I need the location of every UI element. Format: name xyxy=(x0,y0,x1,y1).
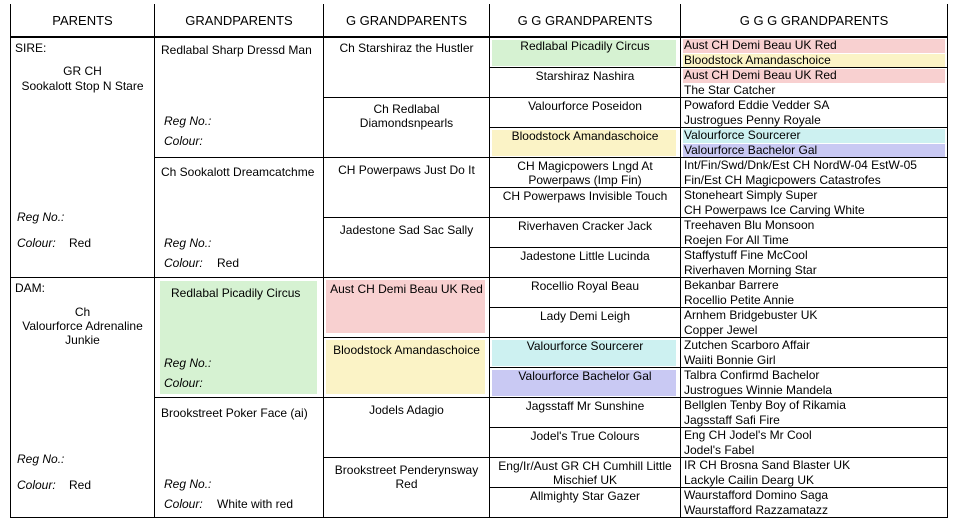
ggg-grandparent-name: Aust CH Demi Beau UK Red xyxy=(684,38,837,52)
ggg-grandparent-name: Riverhaven Morning Star xyxy=(684,263,817,277)
grandparent-cell xyxy=(154,157,323,277)
g-grandparent-name: Aust CH Demi Beau UK Red xyxy=(330,282,483,296)
ggg-grandparent-name: Arnhem Bridgebuster UK xyxy=(684,308,818,322)
g-grandparent-cell xyxy=(323,37,489,97)
ggg-grandparent-cell xyxy=(680,397,948,427)
gg-grandparent-name: Eng/Ir/Aust GR CH Cumhill Little Mischief UK xyxy=(498,459,672,487)
g-grandparent-cell xyxy=(323,397,489,457)
gg-grandparent-name: CH Magicpowers Lngd At Powerpaws (Imp Fin) xyxy=(517,159,653,187)
ggg-grandparent-name: Int/Fin/Swd/Dnk/Est CH NordW-04 EstW-05 xyxy=(684,158,917,172)
gg-grandparent-cell xyxy=(489,97,680,127)
ggg-grandparent-name: Roejen For All Time xyxy=(684,233,789,247)
ggg-grandparent-cell xyxy=(680,157,948,187)
ggg-grandparent-name: Waurstafford Razzamatazz xyxy=(684,503,829,517)
grandparent-colour-value: Red xyxy=(217,256,240,270)
ggg-grandparent-name: Jodel's Fabel xyxy=(684,443,755,457)
gg-grandparent-cell xyxy=(489,427,680,457)
gg-grandparent-name: Allmighty Star Gazer xyxy=(529,489,641,503)
gg-grandparent-cell xyxy=(489,247,680,277)
g-grandparent-cell xyxy=(323,337,489,397)
ggg-grandparent-name: Staffystuff Fine McCool xyxy=(684,248,808,262)
sire-prefix: SIRE: xyxy=(15,41,47,55)
g-grandparent-name: Brookstreet Penderynsway Red xyxy=(334,463,479,491)
gg-grandparent-name: Valourforce Bachelor Gal xyxy=(518,369,652,383)
gg-grandparent-name: Starshiraz Nashira xyxy=(535,69,635,83)
grandparent-reg-label: Reg No.: xyxy=(164,236,212,250)
ggg-grandparent-name: Valourforce Bachelor Gal xyxy=(684,143,818,157)
dam-colour-label: Colour: xyxy=(17,478,56,492)
grandparent-colour-label: Colour: xyxy=(164,134,203,148)
gg-grandparent-cell xyxy=(489,187,680,217)
grandparent-name: Redlabal Picadily Circus xyxy=(171,286,301,300)
ggg-grandparent-cell xyxy=(680,217,948,247)
ggg-grandparent-name: IR CH Brosna Sand Blaster UK xyxy=(684,458,851,472)
gg-grandparent-name: Riverhaven Cracker Jack xyxy=(517,219,653,233)
gg-grandparent-cell xyxy=(489,367,680,397)
ggg-grandparent-cell xyxy=(680,37,948,67)
ggg-grandparent-name: Eng CH Jodel's Mr Cool xyxy=(684,428,812,442)
ggg-grandparent-cell xyxy=(680,97,948,127)
sire-title: GR CH xyxy=(63,64,102,78)
ggg-grandparent-name: Justrogues Penny Royale xyxy=(684,113,821,127)
grandparent-reg-label: Reg No.: xyxy=(164,114,212,128)
g-grandparent-name: Ch Redlabal Diamondsnpearls xyxy=(359,102,454,130)
ggg-grandparent-name: The Star Catcher xyxy=(684,83,776,97)
ggg-grandparent-cell xyxy=(680,307,948,337)
g-grandparent-name: Jadestone Sad Sac Sally xyxy=(339,223,474,237)
grandparent-cell xyxy=(154,397,323,518)
g-grandparent-cell xyxy=(323,277,489,337)
ggg-grandparent-cell xyxy=(680,127,948,157)
dam-cell xyxy=(10,277,154,518)
ggg-grandparent-cell xyxy=(680,337,948,367)
grandparent-cell xyxy=(154,37,323,157)
grandparent-reg-label: Reg No.: xyxy=(164,477,212,491)
sire-cell xyxy=(10,37,154,277)
header-g-grandparents: G GRANDPARENTS xyxy=(323,4,489,37)
gg-grandparent-name: Redlabal Picadily Circus xyxy=(520,39,650,53)
gg-grandparent-name: Bloodstock Amandaschoice xyxy=(511,129,659,143)
ggg-grandparent-name: Waurstafford Domino Saga xyxy=(684,488,829,502)
header-ggg-grandparents: G G G GRANDPARENTS xyxy=(680,4,948,37)
ggg-grandparent-cell xyxy=(680,427,948,457)
grandparent-name: Ch Sookalott Dreamcatchme xyxy=(161,165,315,179)
g-grandparent-name: Bloodstock Amandaschoice xyxy=(333,343,480,357)
gg-grandparent-name: Lady Demi Leigh xyxy=(539,309,631,323)
ggg-grandparent-name: Bekanbar Barrere xyxy=(684,278,779,292)
grandparent-colour-label: Colour: xyxy=(164,376,203,390)
ggg-grandparent-name: Fin/Est CH Magicpowers Catastrofes xyxy=(684,173,881,187)
gg-grandparent-cell xyxy=(489,37,680,67)
sire-reg-label: Reg No.: xyxy=(17,210,65,224)
dam-colour-value: Red xyxy=(69,478,92,492)
g-grandparent-cell xyxy=(323,457,489,518)
ggg-grandparent-name: Rocellio Petite Annie xyxy=(684,293,795,307)
gg-grandparent-cell xyxy=(489,337,680,367)
gg-grandparent-cell xyxy=(489,307,680,337)
pedigree-table xyxy=(10,4,948,518)
ggg-grandparent-name: Stoneheart Simply Super xyxy=(684,188,818,202)
grandparent-name: Redlabal Sharp Dressd Man xyxy=(161,43,312,57)
ggg-grandparent-name: Bloodstock Amandaschoice xyxy=(684,53,831,67)
g-grandparent-name: Ch Starshiraz the Hustler xyxy=(339,41,474,55)
g-grandparent-cell xyxy=(323,97,489,157)
grandparent-cell xyxy=(154,277,323,397)
grandparent-colour-label: Colour: xyxy=(164,256,203,270)
gg-grandparent-name: Jadestone Little Lucinda xyxy=(520,249,650,263)
ggg-grandparent-cell xyxy=(680,367,948,397)
ggg-grandparent-name: Lackyle Cailin Dearg UK xyxy=(684,473,815,487)
ggg-grandparent-name: Talbra Confirmd Bachelor xyxy=(684,368,820,382)
ggg-grandparent-cell xyxy=(680,487,948,518)
ggg-grandparent-name: Valourforce Sourcerer xyxy=(684,128,801,142)
gg-grandparent-cell xyxy=(489,157,680,187)
gg-grandparent-cell xyxy=(489,457,680,487)
gg-grandparent-cell xyxy=(489,127,680,157)
ggg-grandparent-name: CH Powerpaws Ice Carving White xyxy=(684,203,865,217)
ggg-grandparent-cell xyxy=(680,457,948,487)
ggg-grandparent-cell xyxy=(680,247,948,277)
ggg-grandparent-name: Jagsstaff Safi Fire xyxy=(684,413,780,427)
dam-title: Ch xyxy=(74,305,91,319)
header-gg-grandparents: G G GRANDPARENTS xyxy=(489,4,680,37)
ggg-grandparent-cell xyxy=(680,67,948,97)
g-grandparent-name: CH Powerpaws Just Do It xyxy=(338,163,475,177)
sire-colour-value: Red xyxy=(69,236,92,250)
ggg-grandparent-cell xyxy=(680,187,948,217)
gg-grandparent-cell xyxy=(489,487,680,518)
grandparent-name: Brookstreet Poker Face (ai) xyxy=(161,406,308,420)
grandparent-colour-value: White with red xyxy=(217,497,294,511)
sire-name: Sookalott Stop N Stare xyxy=(21,79,144,93)
gg-grandparent-cell xyxy=(489,277,680,307)
gg-grandparent-name: Valourforce Sourcerer xyxy=(526,339,644,353)
grandparent-reg-label: Reg No.: xyxy=(164,356,212,370)
grandparent-colour-label: Colour: xyxy=(164,497,203,511)
gg-grandparent-name: Valourforce Poseidon xyxy=(528,99,642,113)
ggg-grandparent-name: Treehaven Blu Monsoon xyxy=(684,218,815,232)
gg-grandparent-name: CH Powerpaws Invisible Touch xyxy=(502,189,668,203)
ggg-grandparent-name: Zutchen Scarboro Affair xyxy=(684,338,810,352)
gg-grandparent-cell xyxy=(489,217,680,247)
gg-grandparent-name: Rocellio Royal Beau xyxy=(530,279,640,293)
sire-colour-label: Colour: xyxy=(17,236,56,250)
header-parents: PARENTS xyxy=(10,4,154,37)
dam-prefix: DAM: xyxy=(15,281,45,295)
gg-grandparent-cell xyxy=(489,397,680,427)
g-grandparent-cell xyxy=(323,217,489,277)
ggg-grandparent-name: Aust CH Demi Beau UK Red xyxy=(684,68,837,82)
ggg-grandparent-name: Copper Jewel xyxy=(684,323,758,337)
ggg-grandparent-name: Waiiti Bonnie Girl xyxy=(684,353,776,367)
gg-grandparent-name: Jagsstaff Mr Sunshine xyxy=(525,399,645,413)
ggg-grandparent-name: Justrogues Winnie Mandela xyxy=(684,383,833,397)
g-grandparent-cell xyxy=(323,157,489,217)
gg-grandparent-cell xyxy=(489,67,680,97)
g-grandparent-name: Jodels Adagio xyxy=(369,403,444,417)
ggg-grandparent-name: Bellglen Tenby Boy of Rikamia xyxy=(684,398,846,412)
dam-reg-label: Reg No.: xyxy=(17,452,65,466)
ggg-grandparent-cell xyxy=(680,277,948,307)
dam-name: Valourforce Adrenaline Junkie xyxy=(22,319,143,347)
ggg-grandparent-name: Powaford Eddie Vedder SA xyxy=(684,98,830,112)
gg-grandparent-name: Jodel's True Colours xyxy=(530,429,640,443)
header-grandparents: GRANDPARENTS xyxy=(154,4,323,37)
